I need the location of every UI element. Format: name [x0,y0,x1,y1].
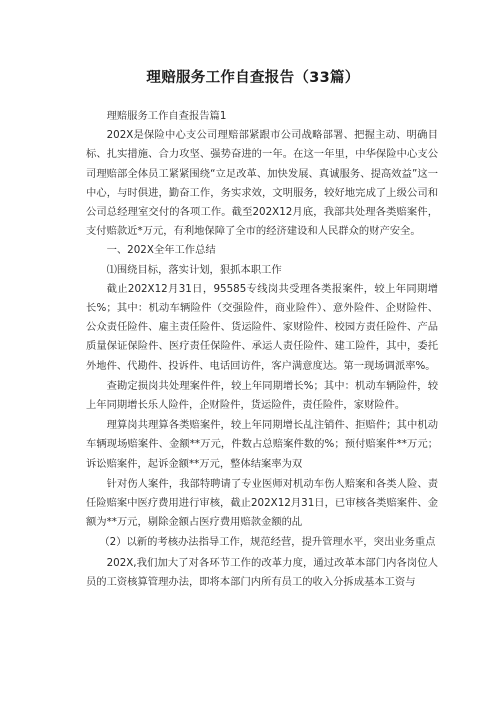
body-paragraph: 查勘定损岗共处理案件件，较上年同期增长%；其中：机动车辆险件，较上年同期增长乐人险件，企财险件，货运险件，责任险件，家财险件。 [86,379,438,412]
body-paragraph: 截止202X12月31日，95585专线岗共受理各类报案件，较上年同期增长%；其中：机动车辆险件（交强险件，商业险件）、意外险件、企财险件、公众责任险件、雇主责任险件、货运险件、家财险件、校园方责任险件、产品质量保证保险件、医疗责任保险件、承运人责任险件、建工险件，其中，委托外地件、代勘件、投诉件、电话回访件，客户满意度达。第一现场调派率%。 [86,282,438,372]
body-paragraph: 针对伤人案件，我部特聘请了专业医师对机动车伤人赔案和各类人险、责任险赔案中医疗费用进行审核，截止202X12月31日，已审核各类赔案件、金额为**万元，剔除金额占医疗费用赔款金额的乩 [86,477,438,529]
section-heading: 理赔服务工作自查报告篇1 [106,110,227,122]
body-paragraph: 202X是保险中心支公司理赔部紧跟市公司战略部署、把握主动、明确目标、扎实措施、合力攻坚、强势奋进的一年。在这一年里，中华保险中心支公司理赔部全体员工紧紧围绕“立足改革、加快发展、真诚服务、提高效益”这一中心，与时俱进，勤奋工作，务实求效，文明服务，较好地完成了上级公司和公司总经理室交付的各项工作。截至202X12月底，我部共处理各类赔案件，支付赔款近*万元，有利地保障了全市的经济建设和人民群众的财产安全。 [86,129,438,238]
document-title: 理赔服务工作自查报告（33篇） [146,70,360,86]
subsection-heading: ⑴围绕目标，落实计划，狠抓本职工作 [106,263,282,276]
section-heading: 一、202X全年工作总结 [106,244,216,257]
subsection-heading: （2）以新的考核办法指导工作，规范经营，提升管理水平，突出业务重点 [99,536,436,549]
body-paragraph: 理算岗共理算各类赔案件，较上年同期增长乩注销件、拒赔件；其中机动车辆现场赔案件、金额**万元，件数占总赔案件数的%；预付赔案件**万元；诉讼赔案件，起诉金额**万元，整体结案率为双 [86,419,438,470]
body-paragraph: 202X,我们加大了对各环节工作的改革力度，通过改革本部门内各岗位人员的工资核算管理办法，即将本部门内所有员工的收入分拆成基本工资与 [86,556,438,588]
